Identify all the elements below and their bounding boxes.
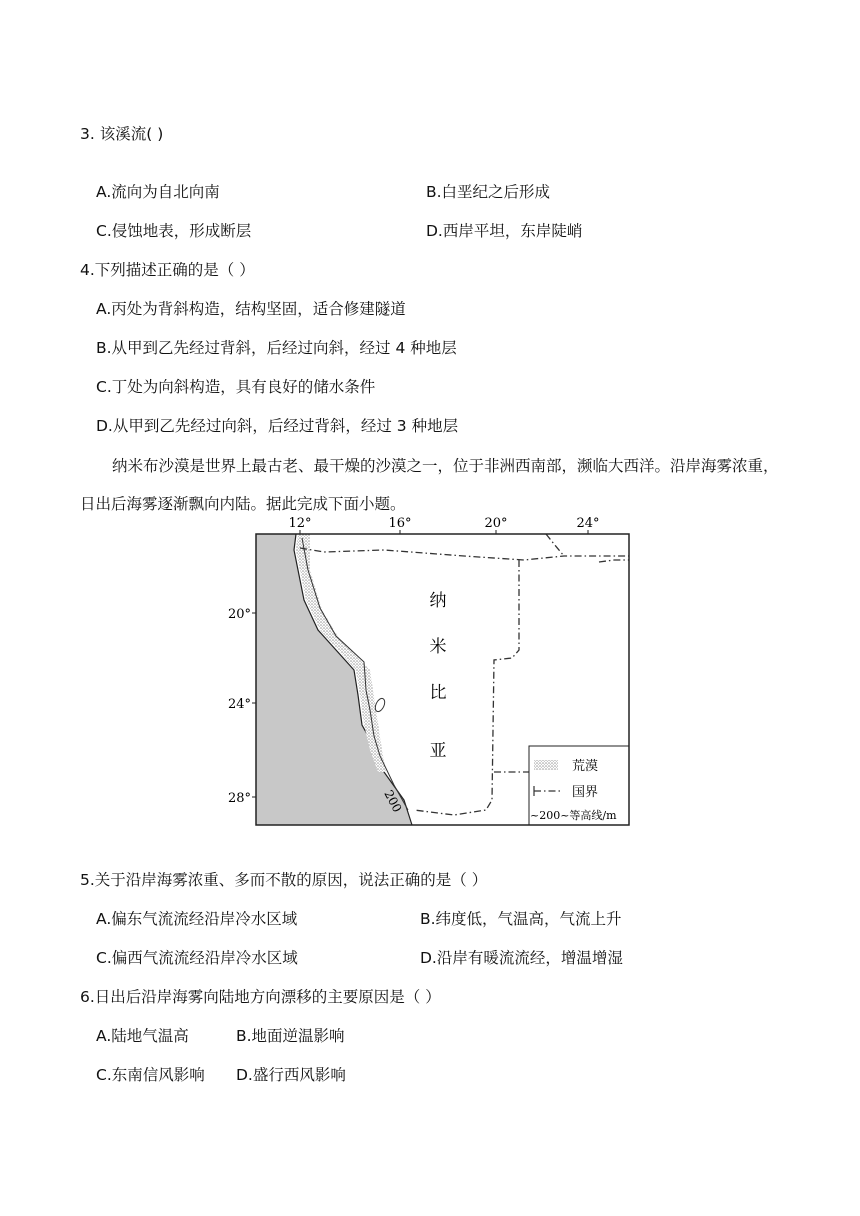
q3-option-c: C.侵蚀地表，形成断层 (96, 222, 252, 240)
question-4-stem: 4.下列描述正确的是（ ） (80, 261, 255, 279)
lon-label-16: 16° (388, 516, 412, 531)
country-char-3: 比 (429, 683, 447, 703)
country-char-1: 纳 (429, 591, 447, 611)
legend-contour-label: ~200~等高线/m (530, 809, 617, 822)
question-5-stem: 5.关于沿岸海雾浓重、多而不散的原因，说法正确的是（ ） (80, 871, 488, 889)
legend-border-label: 国界 (572, 785, 599, 800)
q4-option-d: D.从甲到乙先经过向斜，后经过背斜，经过 3 种地层 (96, 417, 459, 435)
lon-label-24: 24° (576, 516, 600, 531)
q4-option-a: A.丙处为背斜构造，结构坚固，适合修建隧道 (96, 300, 406, 318)
country-char-4: 亚 (429, 741, 447, 761)
q5-option-d: D.沿岸有暖流流经，增温增湿 (420, 949, 623, 967)
lat-label-24: 24° (228, 697, 252, 712)
passage-text: 纳米布沙漠是世界上最古老、最干燥的沙漠之一，位于非洲西南部，濒临大西洋。沿岸海雾浓重，日出后海雾逐渐飘向内陆。据此完成下面小题。 (80, 457, 779, 513)
q6-option-d: D.盛行西风影响 (236, 1066, 346, 1084)
country-char-2: 米 (429, 637, 447, 657)
q6-option-a: A.陆地气温高 (96, 1027, 189, 1045)
contour-label: 200 (381, 787, 405, 815)
namibia-map (224, 510, 636, 830)
q5-option-a: A.偏东气流流经沿岸冷水区域 (96, 910, 298, 928)
q3-option-b: B.白垩纪之后形成 (426, 183, 551, 201)
q6-option-c: C.东南信风影响 (96, 1066, 205, 1084)
q4-option-b: B.从甲到乙先经过背斜，后经过向斜，经过 4 种地层 (96, 339, 457, 357)
q4-option-c: C.丁处为向斜构造，具有良好的储水条件 (96, 378, 376, 396)
q5-option-b: B.纬度低，气温高，气流上升 (420, 910, 622, 928)
q3-option-d: D.西岸平坦，东岸陡峭 (426, 222, 583, 240)
q6-option-b: B.地面逆温影响 (236, 1027, 345, 1045)
lat-label-20: 20° (228, 607, 252, 622)
legend-desert-label: 荒漠 (572, 759, 599, 774)
q5-option-c: C.偏西气流流经沿岸冷水区域 (96, 949, 298, 967)
question-3-stem: 3. 该溪流( ) (80, 125, 164, 143)
legend-desert-swatch (534, 760, 558, 770)
question-6-stem: 6.日出后沿岸海雾向陆地方向漂移的主要原因是（ ） (80, 988, 441, 1006)
lon-label-12: 12° (288, 516, 312, 531)
lat-label-28: 28° (228, 791, 252, 806)
lon-label-20: 20° (484, 516, 508, 531)
map-legend (529, 746, 629, 825)
q3-option-a: A.流向为自北向南 (96, 183, 220, 201)
